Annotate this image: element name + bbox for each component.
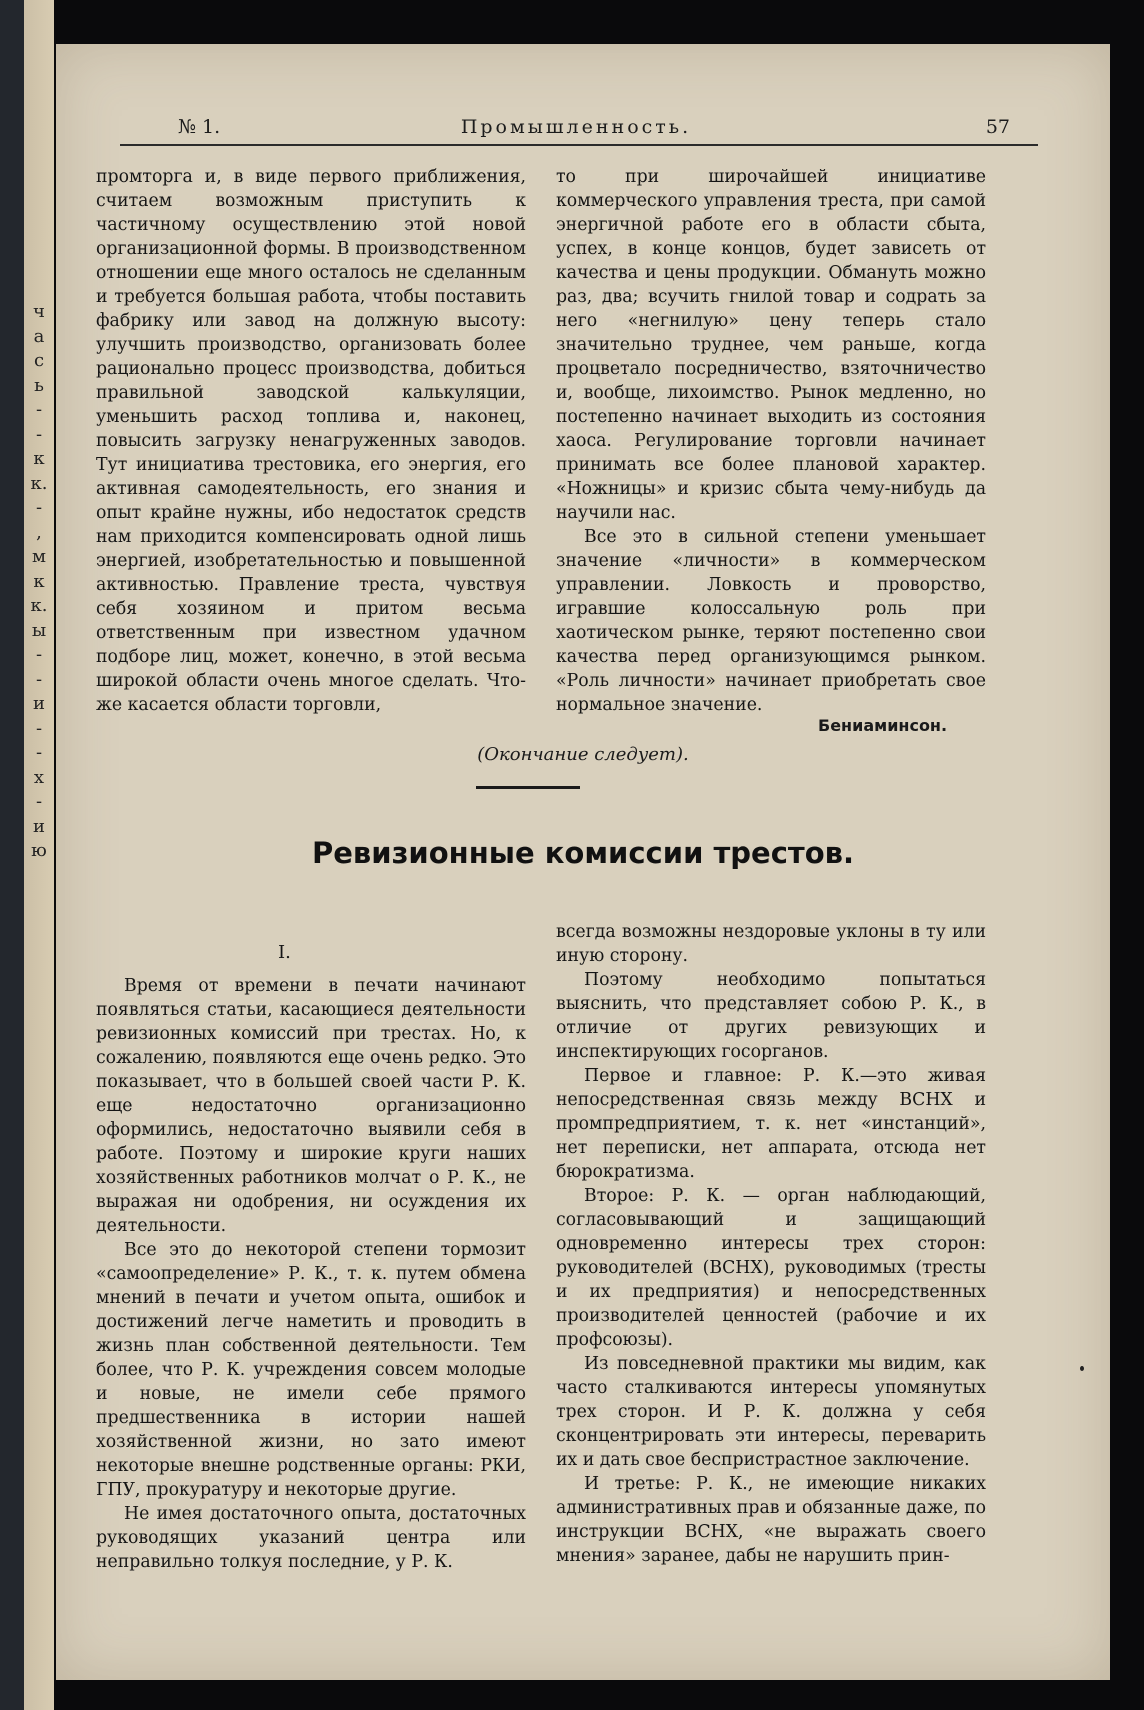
ink-speck [1080, 1366, 1084, 1371]
article2-column-left [96, 974, 526, 1574]
journal-page [56, 44, 1110, 1680]
article2-column-right [556, 920, 986, 1568]
article1-column-left [96, 165, 526, 717]
article-title: Ревизионные комиссии трестов. [311, 836, 855, 870]
binding-strip [0, 0, 24, 1710]
paragraph: Все это до некоторой степени тормозит «самоопределение» Р. К., т. к. путем обмена мнений в печати и учетом опыта, ошибок и достижений легче наметить и проводить в жизнь план собственной деятельности. Тем более, что Р. К. учреждения совсем молодые и новые, не имели себе прямого предшественника в истории нашей хозяйственной жизни, но зато имеют некоторые внешне родственные органы: РКИ, ГПУ, прокуратуру и некоторые другие. [96, 1240, 526, 1500]
paragraph: то при широчайшей инициативе коммерческого управления треста, при самой энергичной работе его в области сбыта, успех, в конце концов, будет зависеть от качества и цены продукции. Обмануть можно раз, два; всучить гнилой товар и содрать за него «негнилую» цену теперь стало значительно труднее, чем раньше, когда процветало посредничество, взяточничество и, вообще, лихоимство. Рынок медленно, но постепенно начинает выходить из состояния хаоса. Регулирование торговли начинает принимать все более плановой характер. «Ножницы» и кризис сбыта чему-нибудь да научили нас. [556, 167, 986, 523]
journal-title: Промышленность. [460, 116, 692, 138]
header-rule [120, 144, 1038, 146]
paragraph: Все это в сильной степени уменьшает значение «личности» в коммерческом управлении. Ловкость и проворство, игравшие колоссальную роль при хаотическом рынке, теряют постепенно свои качества перед организующимся рынком. «Роль личности» начинает приобретать свое нормальное значение. [556, 527, 986, 715]
paragraph: Из повседневной практики мы видим, как часто сталкиваются интересы упомянутых трех сторон. И Р. К. должна у себя сконцентрировать эти интересы, переварить их и дать свое беспристрастное заключение. [556, 1354, 986, 1470]
issue-number: № 1. [178, 116, 221, 138]
section-divider [476, 786, 580, 789]
previous-page-edge [0, 0, 54, 1710]
continued-note: (Окончание следует). [477, 744, 689, 765]
paragraph: Второе: Р. К. — орган наблюдающий, согласовывающий и защищающий одновременно интересы трех сторон: руководителей (ВСНХ), руководимых (тресты и их предприятия) и непосредственных производителей ценностей (рабочие и их профсоюзы). [556, 1186, 986, 1350]
paragraph: всегда возможны нездоровые уклоны в ту или иную сторону. [556, 922, 986, 966]
paragraph: Не имея достаточного опыта, достаточных руководящих указаний центра или неправильно толкуя последние, у Р. К. [96, 1504, 526, 1572]
paragraph: И третье: Р. К., не имеющие никаких административных прав и обязанные даже, по инструкции ВСНХ, «не выражать своего мнения» заранее, дабы не нарушить прин- [556, 1474, 986, 1566]
paragraph: Первое и главное: Р. К.—это живая непосредственная связь между ВСНХ и промпредприятием, т. к. нет «инстанций», нет переписки, нет аппарата, отсюда нет бюрократизма. [556, 1066, 986, 1182]
paragraph: Поэтому необходимо попытаться выяснить, что представляет собою Р. К., в отличие от других ревизующих и инспектирующих госорганов. [556, 970, 986, 1062]
paragraph: промторга и, в виде первого приближения, считаем возможным приступить к частичному осуществлению этой новой организационной формы. В производственном отношении еще много осталось не сделанным и требуется большая работа, чтобы поставить фабрику или завод на должную высоту: улучшить производство, организовать более рационально процесс производства, добиться правильной заводской калькуляции, уменьшить расход топлива и, наконец, повысить загрузку ненагруженных заводов. Тут инициатива трестовика, его энергия, его активная самодеятельность, его знания и опыт крайне нужны, ибо недостаток средств нам приходится компенсировать одной лишь энергией, изобретательностью и повышенной активностью. Правление треста, чувствуя себя хозяином и притом весьма ответственным при известном удачном подборе лиц, может, конечно, в этой весьма широкой области очень многое сделать. Что-же касается области торговли, [96, 167, 526, 715]
page-number: 57 [985, 116, 1010, 138]
previous-page-letters: ч а с ь - - к к. - , м к к. ы - - и - - х - и ю [30, 301, 48, 861]
running-head [116, 116, 1036, 146]
author-signature: Бениаминсон. [818, 716, 948, 735]
section-number: I. [278, 942, 291, 963]
article1-column-right [556, 165, 986, 717]
paragraph: Время от времени в печати начинают появляться статьи, касающиеся деятельности ревизионных комиссий при трестах. Но, к сожалению, появляются еще очень редко. Это показывает, что в большей своей части Р. К. еще недостаточно организационно оформились, недостаточно выявили себя в работе. Поэтому и широкие круги наших хозяйственных работников молчат о Р. К., не выражая ни одобрения, ни осуждения их деятельности. [96, 976, 526, 1236]
